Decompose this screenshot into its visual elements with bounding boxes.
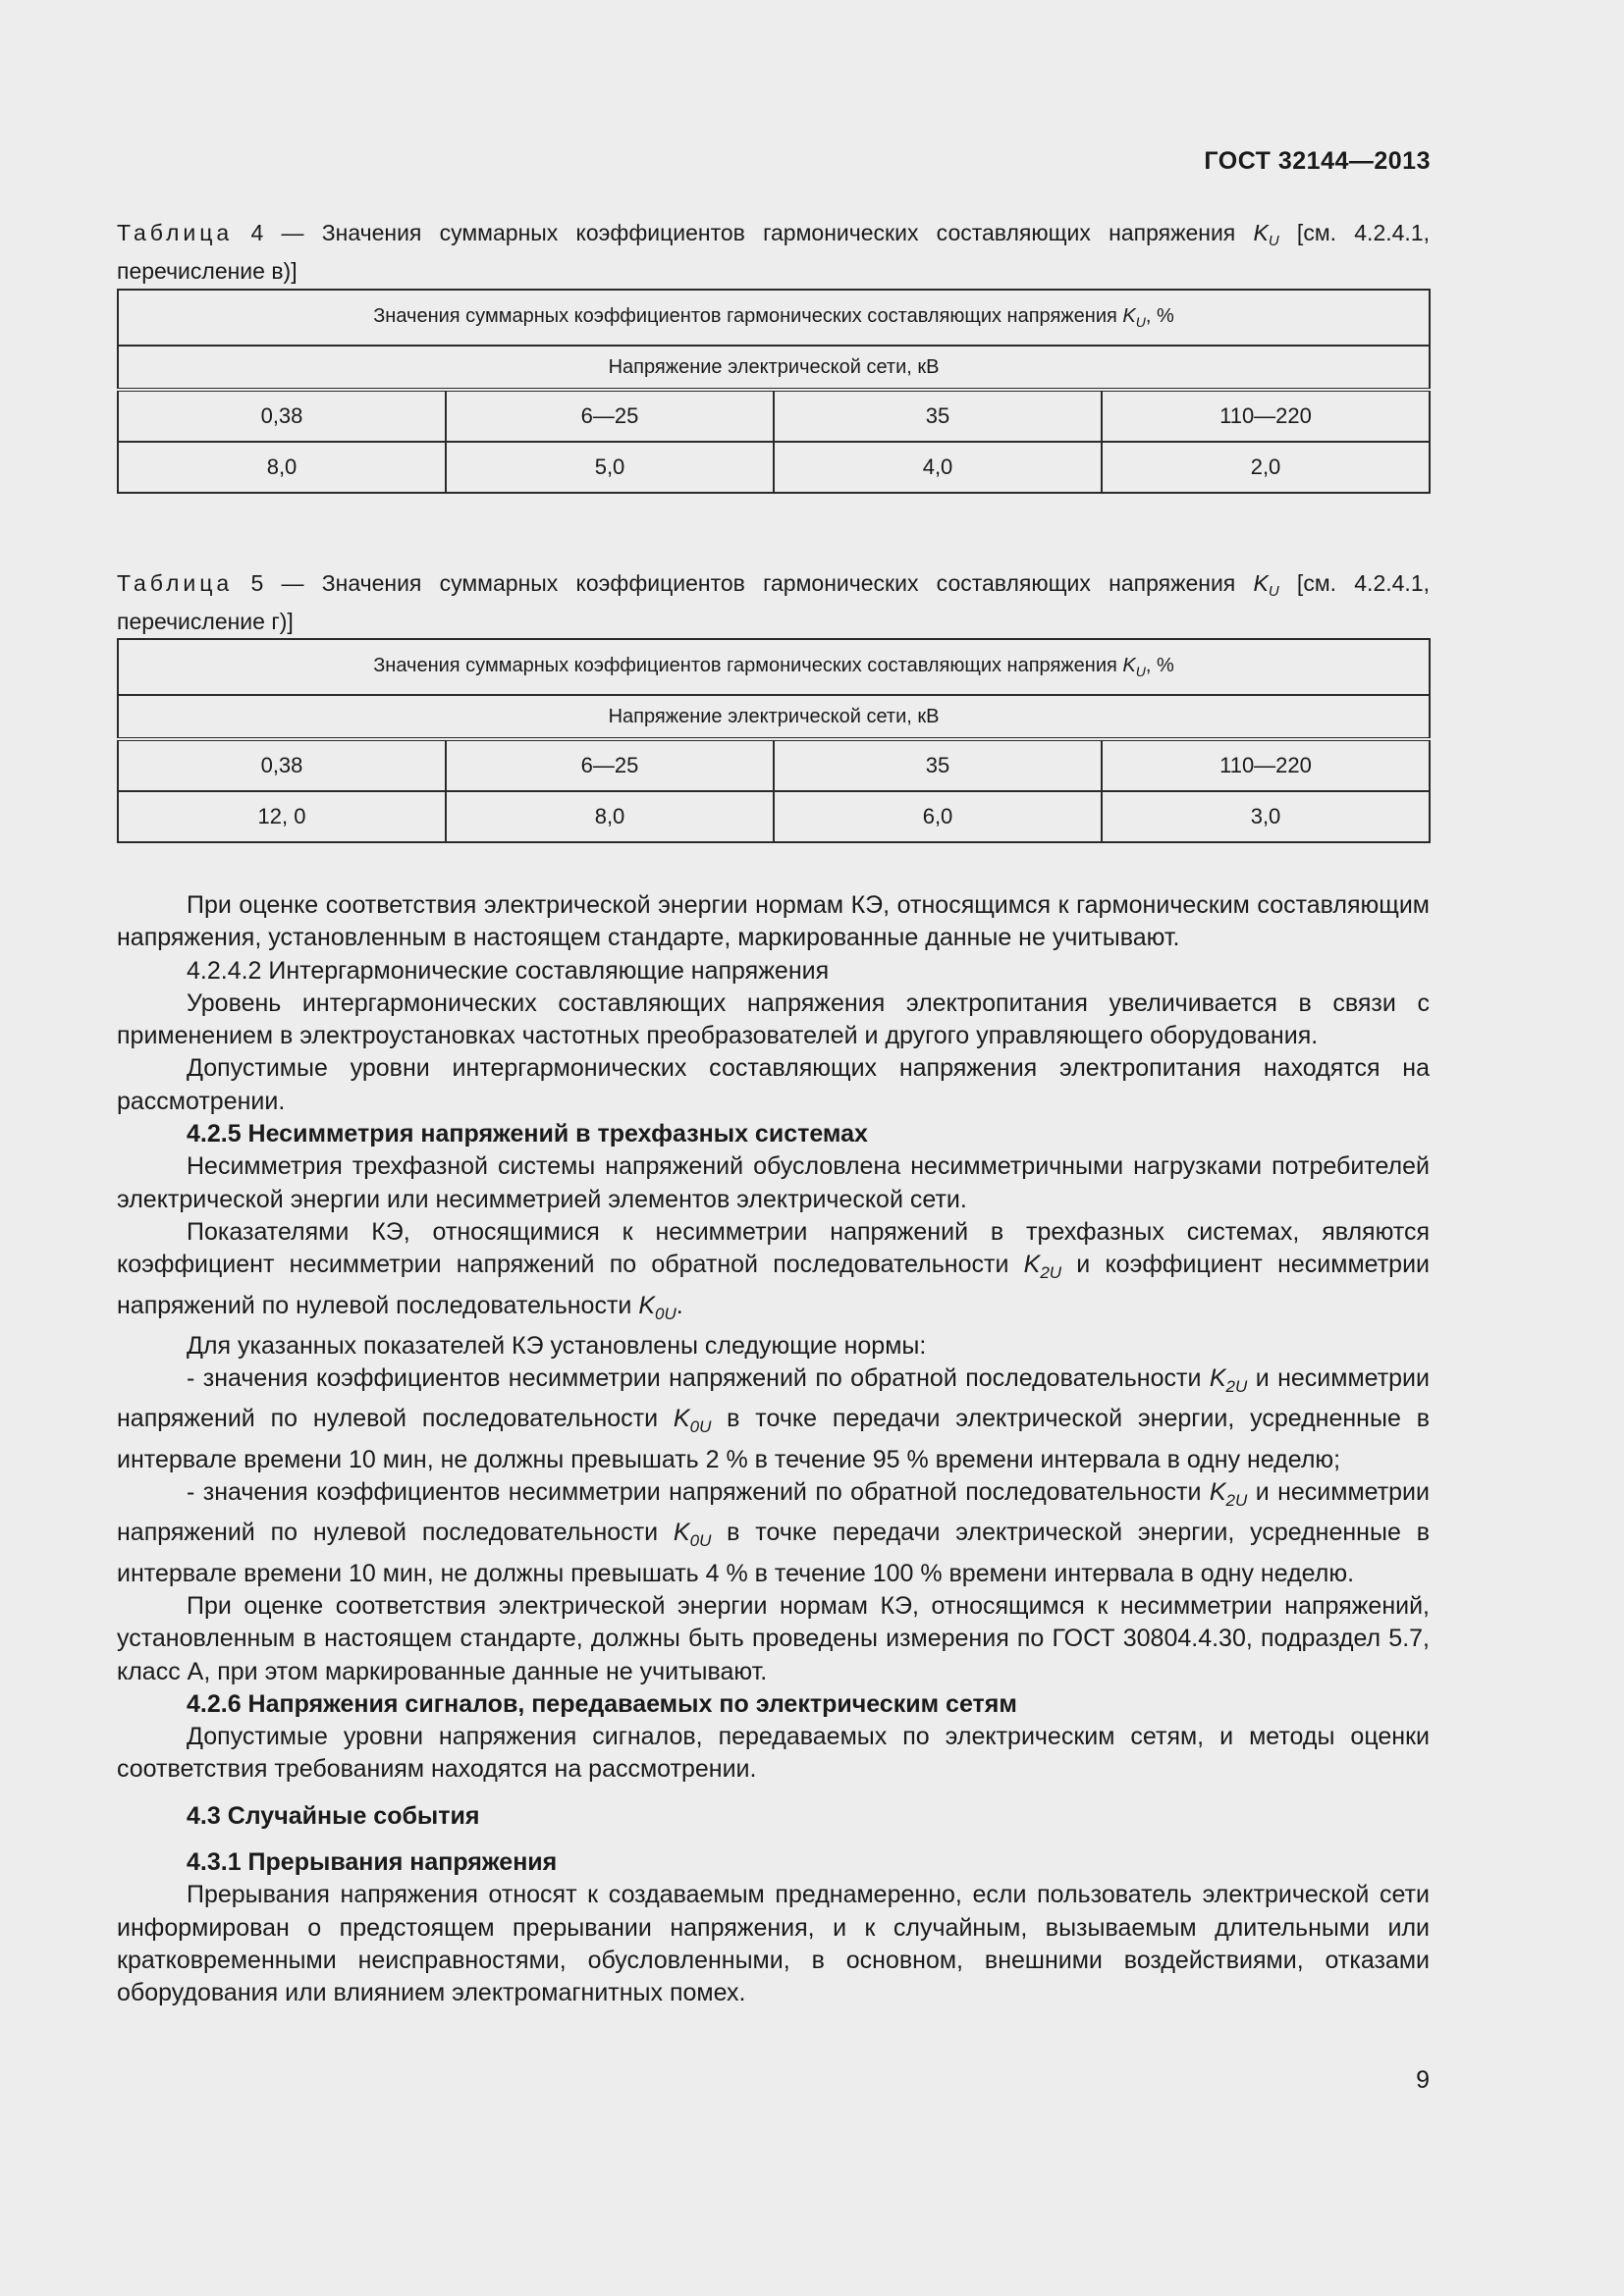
table4-value-cell: 2,0 <box>1102 442 1430 493</box>
text-run: Показателями КЭ, относящимися к несимметрии напряжений в трехфазных системах, являются коэффициент несимметрии напряжений по обратной последовательности <box>117 1217 1430 1279</box>
table4-caption-text: — Значения суммарных коэффициентов гармонических составляющих напряжения <box>263 220 1254 245</box>
table5-caption-word: Таблица <box>117 570 234 596</box>
text-run: в точке передачи электрической энергии, усредненные в интервале времени 10 мин, не должны превышать 2 % в течение 95 % времени интервала в одну неделю; <box>117 1405 1430 1473</box>
symbol-k: K <box>638 1291 656 1319</box>
table4-header-subscript: U <box>1135 314 1146 330</box>
text-run: - значения коэффициентов несимметрии напряжений по обратной последовательности <box>187 1478 1210 1507</box>
paragraph: Прерывания напряжения относят к создаваемым преднамеренно, если пользователь электрической сети информирован о предстоящем прерывании напряжения, и к случайным, вызываемым длительными или кратковременными неисправностями, обусловленными, в основном, внешними воздействиями, отказами оборудования или влиянием электромагнитных помех. <box>117 1881 1430 2007</box>
section-heading-4-2-6: 4.2.6 Напряжения сигналов, передаваемых по электрическим сетям <box>187 1689 1017 1718</box>
subscript-2u: 2U <box>1225 1491 1248 1511</box>
table5-value-cell: 12, 0 <box>118 791 446 842</box>
symbol-k: K <box>673 1405 690 1433</box>
table5-caption-tail: [см. 4.2.4.1, перечисление г)] <box>117 570 1430 634</box>
table5-header <box>118 639 1430 695</box>
table4-voltage-cell: 110—220 <box>1102 390 1430 442</box>
table4-header-symbol: K <box>1122 305 1136 327</box>
section-heading-4-3-1: 4.3.1 Прерывания напряжения <box>187 1848 558 1877</box>
subsection-heading-4-2-4-2: 4.2.4.2 Интергармонические составляющие напряжения <box>187 956 830 985</box>
section-heading-4-3: 4.3 Случайные события <box>187 1801 480 1830</box>
subscript-0u: 0U <box>689 1531 712 1551</box>
table4-voltage-cell: 35 <box>774 390 1102 442</box>
table5-value-cell: 6,0 <box>774 791 1102 842</box>
table4 <box>117 289 1431 494</box>
table4-value-cell: 4,0 <box>774 442 1102 493</box>
table5-voltage-cell: 6—25 <box>446 739 774 791</box>
table5-caption-subscript: U <box>1268 583 1279 600</box>
table4-subheader: Напряжение электрической сети, кВ <box>118 346 1430 390</box>
table4-caption-number: 4 <box>250 220 264 245</box>
paragraph: Допустимые уровни напряжения сигналов, передаваемых по электрическим сетям, и методы оценки соответствия требованиям находятся на рассмотрении. <box>117 1723 1430 1784</box>
table4-caption <box>117 218 1430 286</box>
subscript-2u: 2U <box>1225 1377 1248 1397</box>
table5 <box>117 638 1431 843</box>
symbol-k: K <box>1209 1478 1226 1507</box>
table5-header-symbol: K <box>1122 655 1136 676</box>
table5-caption-symbol: K <box>1253 570 1269 596</box>
document-body <box>117 889 1430 2010</box>
text-run: . <box>676 1291 683 1319</box>
paragraph: Допустимые уровни интергармонических составляющих напряжения электропитания находятся на рассмотрении. <box>117 1054 1430 1115</box>
paragraph: При оценке соответствия электрической энергии нормам КЭ, относящимся к несимметрии напряжений, установленным в настоящем стандарте, должны быть проведены измерения по ГОСТ 30804.4.30, подраздел 5.7, класс А, при этом маркированные данные не учитывают. <box>117 1591 1430 1685</box>
text-run: - значения коэффициентов несимметрии напряжений по обратной последовательности <box>187 1364 1210 1393</box>
text-run: в точке передачи электрической энергии, усредненные в интервале времени 10 мин, не должны превышать 4 % в течение 100 % времени интервала в одну неделю. <box>117 1519 1430 1587</box>
text-run: и несимметрии напряжений по нулевой последовательности <box>117 1364 1430 1433</box>
symbol-k: K <box>673 1519 690 1547</box>
table4-caption-tail: [см. 4.2.4.1, перечисление в)] <box>117 220 1430 284</box>
document-code: ГОСТ 32144—2013 <box>1204 147 1431 175</box>
text-run: и коэффициент несимметрии напряжений по нулевой последовательности <box>117 1251 1430 1319</box>
symbol-k: K <box>1023 1251 1041 1279</box>
table4-caption-subscript: U <box>1268 233 1279 249</box>
table4-caption-symbol: K <box>1253 220 1269 245</box>
subscript-0u: 0U <box>689 1417 712 1437</box>
table4-header-text: Значения суммарных коэффициентов гармонических составляющих напряжения <box>373 305 1123 327</box>
table5-value-cell: 3,0 <box>1102 791 1430 842</box>
paragraph: Несимметрия трехфазной системы напряжений обусловлена несимметричными нагрузками потребителей электрической энергии или несимметрией элементов электрической сети. <box>117 1152 1430 1213</box>
table4-value-cell: 8,0 <box>118 442 446 493</box>
table4-header-tail: , % <box>1145 305 1174 327</box>
paragraph: Уровень интергармонических составляющих напряжения электропитания увеличивается в связи с применением в электроустановках частотных преобразователей и другого управляющего оборудования. <box>117 988 1430 1050</box>
page-number: 9 <box>1416 2066 1430 2094</box>
table4-voltage-cell: 0,38 <box>118 390 446 442</box>
paragraph: При оценке соответствия электрической энергии нормам КЭ, относящимся к гармоническим составляющим напряжения, установленным в настоящем стандарте, маркированные данные не учитывают. <box>117 891 1430 952</box>
table5-value-cell: 8,0 <box>446 791 774 842</box>
table5-voltage-cell: 110—220 <box>1102 739 1430 791</box>
symbol-k: K <box>1209 1364 1226 1393</box>
text-run: и несимметрии напряжений по нулевой последовательности <box>117 1478 1430 1547</box>
table5-caption-text: — Значения суммарных коэффициентов гармонических составляющих напряжения <box>263 570 1254 596</box>
table5-voltage-cell: 0,38 <box>118 739 446 791</box>
table5-header-text: Значения суммарных коэффициентов гармонических составляющих напряжения <box>373 655 1123 676</box>
table4-header <box>118 290 1430 346</box>
paragraph <box>117 1216 1430 1330</box>
subscript-2u: 2U <box>1040 1263 1062 1283</box>
paragraph: Для указанных показателей КЭ установлены следующие нормы: <box>187 1331 927 1360</box>
table5-header-subscript: U <box>1135 664 1146 679</box>
table4-caption-word: Таблица <box>117 220 234 245</box>
table4-voltage-cell: 6—25 <box>446 390 774 442</box>
section-heading-4-2-5: 4.2.5 Несимметрия напряжений в трехфазных системах <box>187 1120 868 1148</box>
table5-caption <box>117 568 1430 636</box>
table5-header-tail: , % <box>1145 655 1174 676</box>
table5-subheader: Напряжение электрической сети, кВ <box>118 695 1430 739</box>
table5-voltage-cell: 35 <box>774 739 1102 791</box>
table5-caption-number: 5 <box>250 570 264 596</box>
table4-value-cell: 5,0 <box>446 442 774 493</box>
subscript-0u: 0U <box>655 1304 677 1323</box>
list-item <box>117 1476 1430 1590</box>
list-item <box>117 1362 1430 1476</box>
